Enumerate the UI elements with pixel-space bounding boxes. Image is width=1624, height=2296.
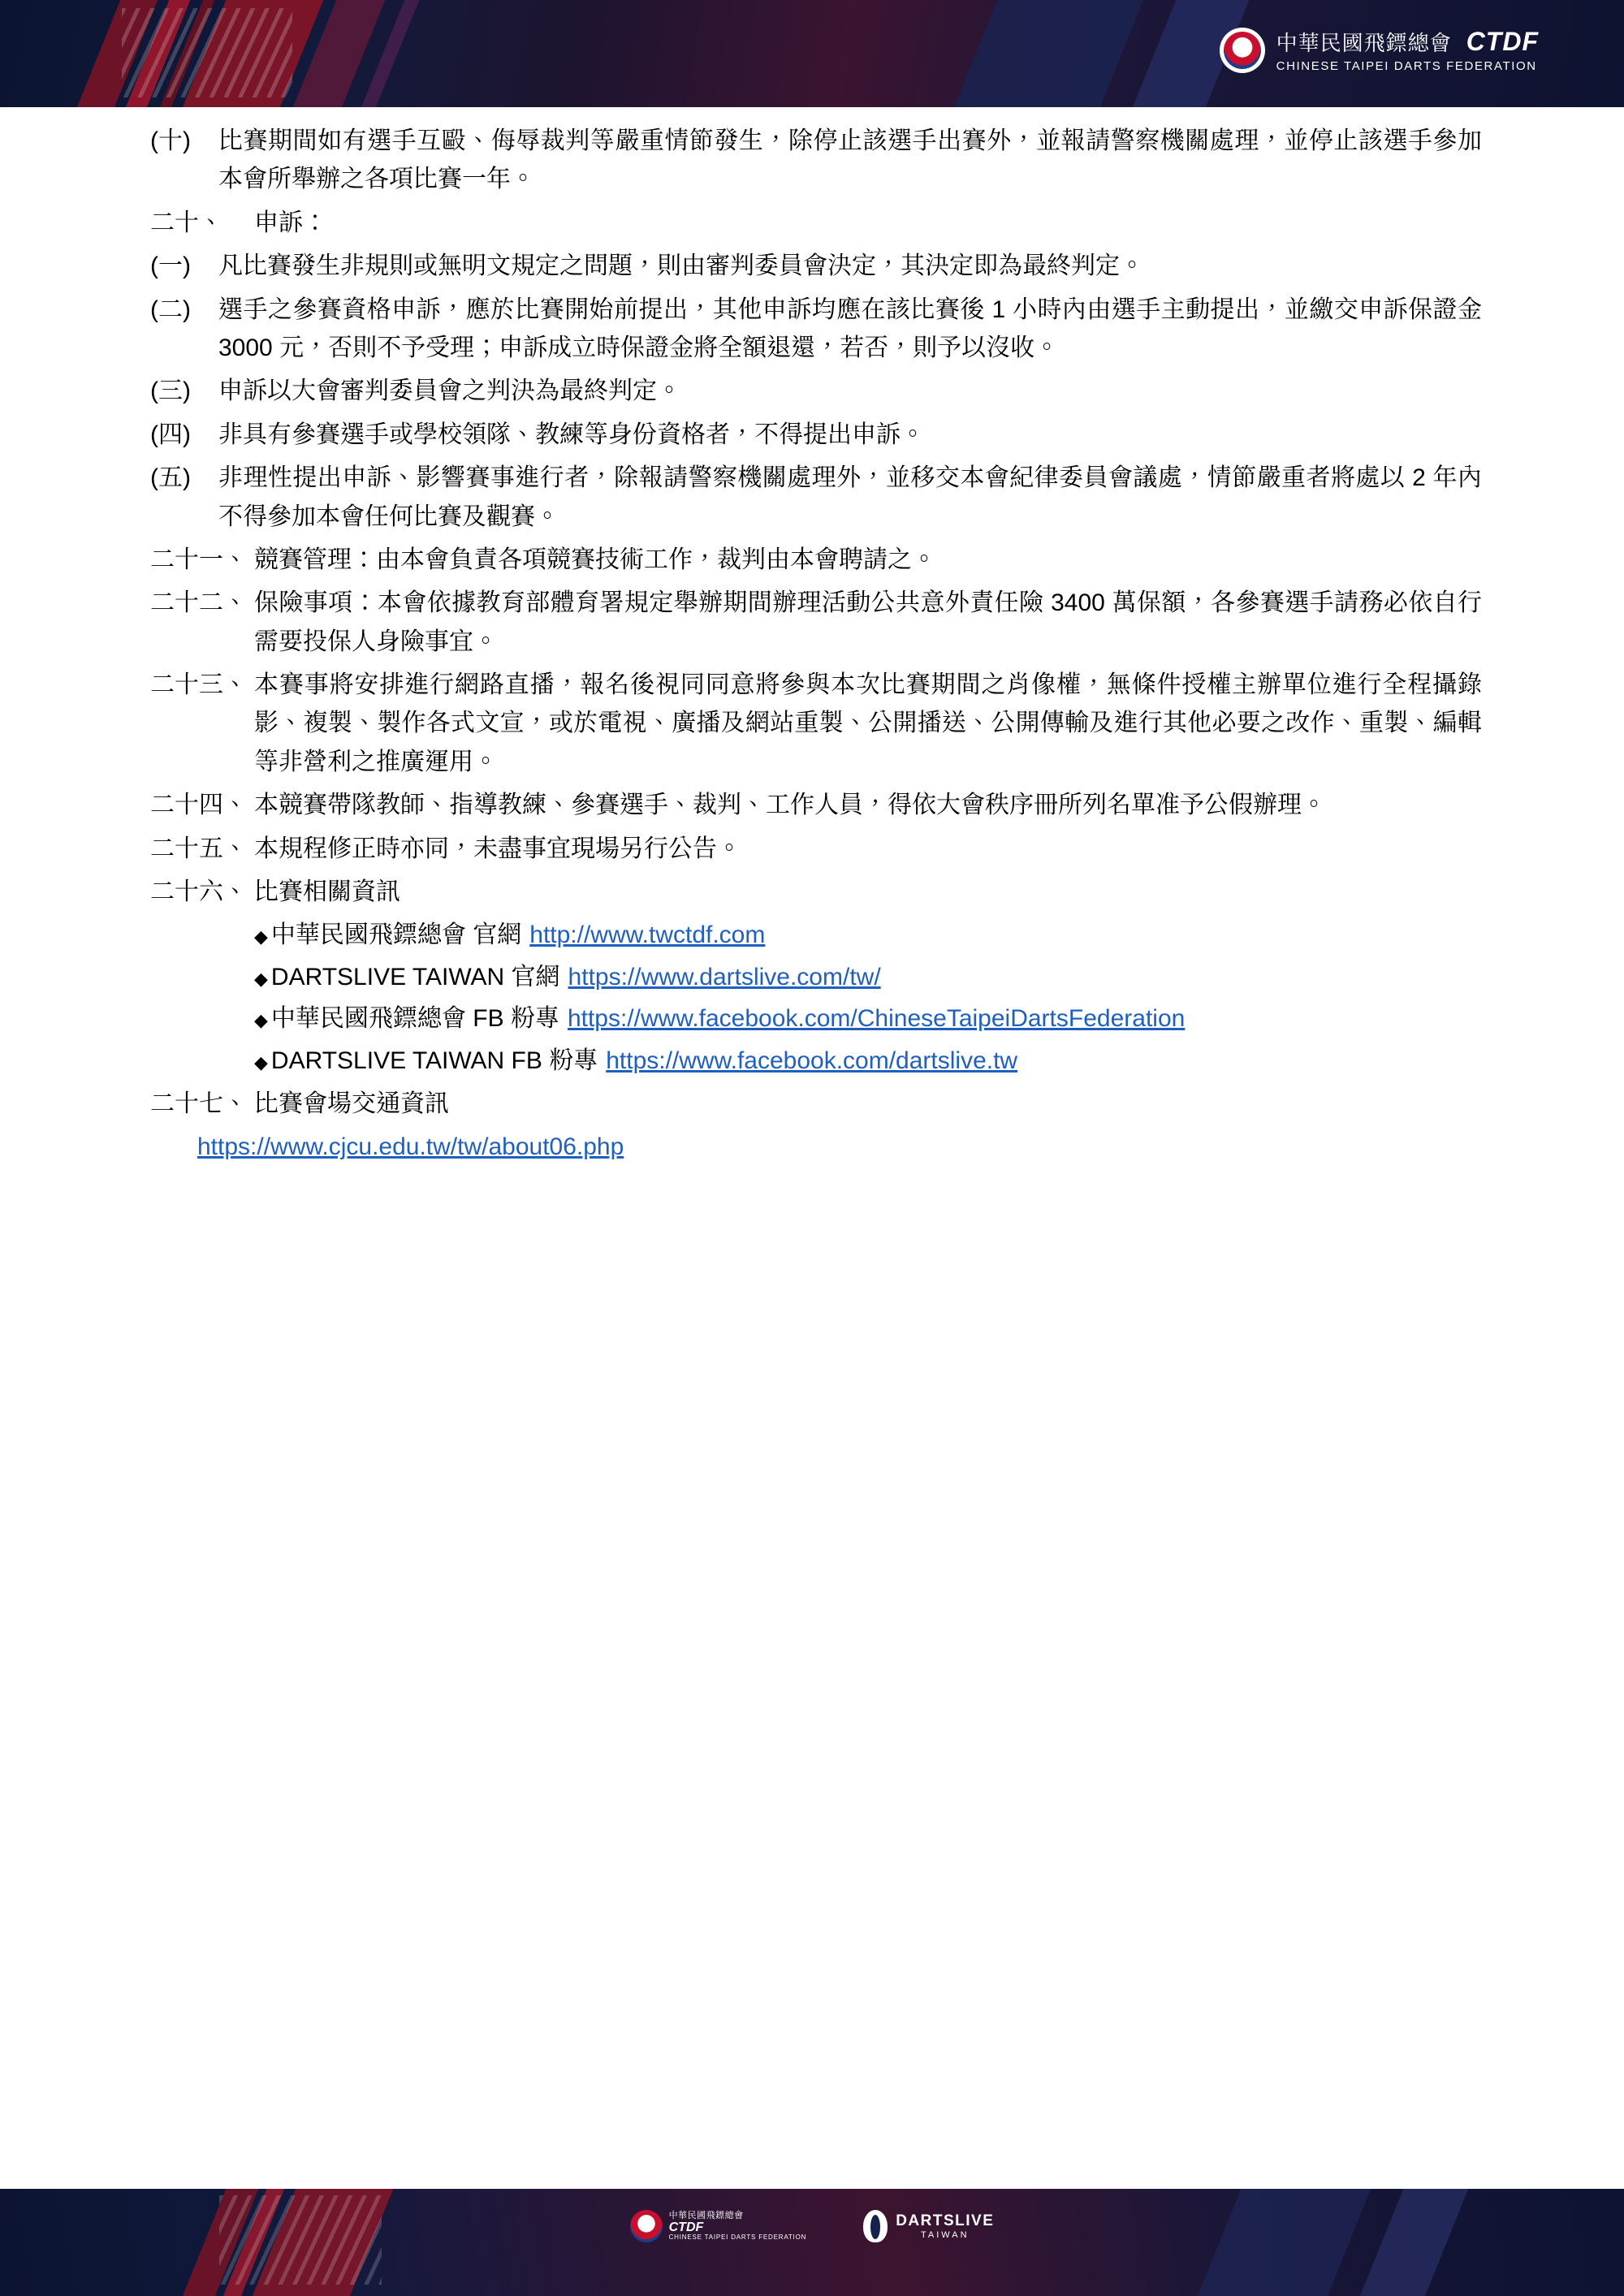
list-item (254, 999, 1482, 1038)
page-footer-banner (0, 2189, 1624, 2296)
clause-text: 比賽期間如有選手互毆、侮辱裁判等嚴重情節發生，除停止該選手出賽外，並報請警察機關處理，並停止該選手參加本會所舉辦之各項比賽一年。 (218, 127, 1482, 193)
document-body (150, 122, 1482, 1167)
dartslive-mark-icon (863, 2210, 888, 2242)
related-links-list (254, 916, 1482, 1080)
footer-ctdf-name-en: CHINESE TAIPEI DARTS FEDERATION (668, 2233, 807, 2242)
clause-text: 凡比賽發生非規則或無明文規定之問題，則由審判委員會決定，其決定即為最終判定。 (218, 252, 1144, 280)
dartslive-region: TAIWAN (921, 2229, 970, 2240)
clause-text: 比賽會場交通資訊 (254, 1090, 449, 1117)
clause-item (150, 666, 1482, 781)
clause-item (150, 830, 1482, 868)
footer-dartslive-logo (863, 2210, 994, 2242)
footer-ctdf-name-cn: 中華民國飛鏢總會 (668, 2210, 744, 2220)
clause-item (150, 291, 1482, 368)
clause-item (150, 204, 1482, 242)
header-hatch-pattern (122, 8, 292, 97)
clause-text: 本競賽帶隊教師、指導教練、參賽選手、裁判、工作人員，得依大會秩序冊所列名單准予公假辦理。 (254, 792, 1326, 819)
diamond-bullet-icon: ◆ (254, 968, 268, 989)
link-label: 中華民國飛鏢總會 FB 粉專 (270, 1005, 559, 1033)
clause-marker: (四) (150, 421, 191, 448)
page-header-banner (0, 0, 1624, 107)
clause-item (150, 459, 1482, 536)
link-ctdf-website[interactable]: http://www.twctdf.com (529, 921, 766, 949)
link-label: DARTSLIVE TAIWAN FB 粉專 (270, 1047, 598, 1074)
clause-item (150, 584, 1482, 661)
footer-stripe (1345, 2189, 1482, 2296)
clause-item (150, 122, 1482, 199)
clause-marker: 二十五、 (150, 835, 248, 862)
list-item (254, 916, 1482, 954)
clause-text: 非具有參賽選手或學校領隊、教練等身份資格者，不得提出申訴。 (218, 421, 925, 448)
venue-transport-link-row (197, 1128, 1482, 1166)
dartslive-name: DARTSLIVE (896, 2212, 995, 2229)
clause-text: 非理性提出申訴、影響賽事進行者，除報請警察機關處理外，並移交本會紀律委員會議處，情節嚴重者將處以 2 年內不得參加本會任何比賽及觀賽。 (218, 464, 1482, 530)
clause-text: 申訴以大會審判委員會之判決為最終判定。 (218, 378, 681, 405)
clause-marker: (十) (150, 127, 191, 154)
clause-item (150, 541, 1482, 579)
clause-marker: 二十三、 (150, 671, 248, 699)
ctdf-logo (1220, 28, 1539, 74)
clause-item (150, 1085, 1482, 1123)
clause-marker: 二十、 (150, 209, 223, 236)
link-dartslive-facebook[interactable]: https://www.facebook.com/dartslive.tw (606, 1047, 1018, 1074)
clause-marker: (三) (150, 378, 191, 405)
clause-text: 選手之參賽資格申訴，應於比賽開始前提出，其他申訴均應在該比賽後 1 小時內由選手主動提出，並繳交申訴保證金 3000 元，否則不予受理；申訴成立時保證金將全額退還，若否，則予以沒收。 (218, 296, 1482, 361)
clause-marker: 二十二、 (150, 589, 248, 617)
clause-text: 申訴： (254, 209, 327, 236)
clause-marker: 二十一、 (150, 546, 248, 573)
clause-item (150, 247, 1482, 285)
ctdf-name-en: CHINESE TAIPEI DARTS FEDERATION (1276, 58, 1537, 73)
clause-text: 本規程修正時亦同，未盡事宜現場另行公告。 (254, 835, 741, 862)
ctdf-seal-icon (630, 2210, 663, 2242)
clause-item (150, 372, 1482, 410)
footer-ctdf-abbr: CTDF (668, 2220, 704, 2234)
clause-item (150, 786, 1482, 824)
clause-marker: (五) (150, 464, 191, 492)
clause-marker: 二十七、 (150, 1090, 248, 1117)
clause-marker: (一) (150, 252, 191, 280)
clause-item (150, 873, 1482, 911)
diamond-bullet-icon: ◆ (254, 926, 268, 947)
footer-stripe (1182, 2189, 1384, 2296)
link-label: DARTSLIVE TAIWAN 官網 (270, 963, 560, 990)
clause-text: 比賽相關資訊 (254, 878, 400, 906)
clause-marker: 二十四、 (150, 792, 248, 819)
ctdf-abbr: CTDF (1466, 27, 1539, 56)
clause-marker: 二十六、 (150, 878, 248, 906)
ctdf-name-cn: 中華民國飛鏢總會 (1276, 31, 1452, 55)
list-item (254, 1042, 1482, 1080)
ctdf-seal-icon (1220, 28, 1265, 73)
clause-text: 競賽管理：由本會負責各項競賽技術工作，裁判由本會聘請之。 (254, 546, 936, 573)
link-ctdf-facebook[interactable]: https://www.facebook.com/ChineseTaipeiDartsFederation (567, 1005, 1186, 1033)
link-label: 中華民國飛鏢總會 官網 (270, 921, 522, 949)
list-item (254, 958, 1482, 996)
link-dartslive-website[interactable]: https://www.dartslive.com/tw/ (568, 963, 881, 990)
clause-text: 本賽事將安排進行網路直播，報名後視同同意將參與本次比賽期間之肖像權，無條件授權主辦單位進行全程攝錄影、複製、製作各式文宣，或於電視、廣播及網站重製、公開播送、公開傳輸及進行其他必要之改作、重製、編輯等非營利之推廣運用。 (254, 671, 1482, 775)
diamond-bullet-icon: ◆ (254, 1051, 268, 1072)
link-venue-transport[interactable]: https://www.cjcu.edu.tw/tw/about06.php (197, 1133, 624, 1161)
clause-item (150, 416, 1482, 454)
diamond-bullet-icon: ◆ (254, 1010, 268, 1031)
clause-marker: (二) (150, 296, 191, 323)
clause-text: 保險事項：本會依據教育部體育署規定舉辦期間辦理活動公共意外責任險 3400 萬保額，各參賽選手請務必依自行需要投保人身險事宜。 (254, 589, 1482, 655)
footer-ctdf-logo (630, 2210, 807, 2242)
header-stripe (939, 0, 1157, 107)
